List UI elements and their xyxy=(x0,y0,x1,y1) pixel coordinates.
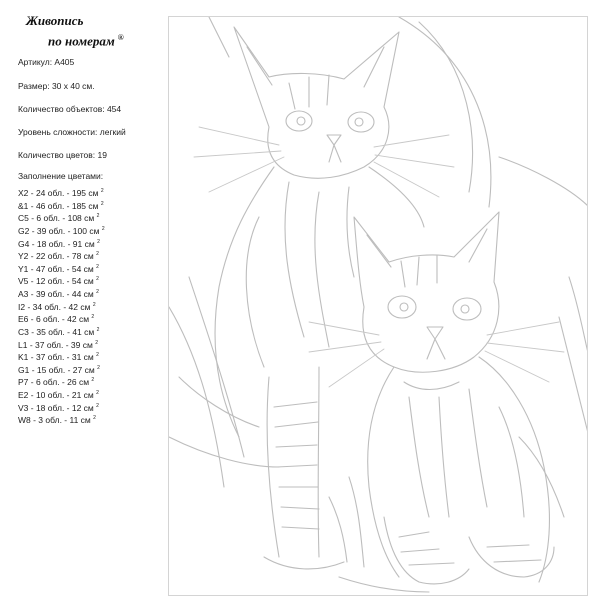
color-fill-text: P7 - 6 обл. - 26 см xyxy=(18,377,90,388)
color-fill-row xyxy=(18,388,105,401)
size-text: Размер: 30 х 40 см. xyxy=(18,81,95,91)
color-fill-row xyxy=(18,224,105,237)
color-fill-text: G2 - 39 обл. - 100 см xyxy=(18,225,100,236)
area-unit-superscript: 2 xyxy=(96,352,99,359)
color-fill-row xyxy=(18,186,105,199)
color-fill-row xyxy=(18,401,105,414)
color-fill-row xyxy=(18,262,105,275)
fill-title: Заполнение цветами: xyxy=(18,171,104,181)
color-fill-text: I2 - 34 обл. - 42 см xyxy=(18,301,91,312)
color-fill-text: A3 - 39 обл. - 44 см xyxy=(18,288,94,299)
area-unit-superscript: 2 xyxy=(97,364,100,371)
color-fill-text: G1 - 15 обл. - 27 см xyxy=(18,364,95,375)
info-panel xyxy=(0,0,168,600)
difficulty-text: Уровень сложности: легкий xyxy=(18,127,126,137)
color-fill-row xyxy=(18,249,105,262)
area-unit-superscript: 2 xyxy=(96,276,99,283)
color-fill-text: Y1 - 47 обл. - 54 см xyxy=(18,263,94,274)
color-fill-text: C5 - 6 обл. - 108 см xyxy=(18,213,95,224)
area-unit-superscript: 2 xyxy=(96,213,100,220)
area-unit-superscript: 2 xyxy=(91,377,95,384)
objects-count-text: Количество объектов: 454 xyxy=(18,104,122,114)
color-fill-text: W8 - 3 обл. - 11 см xyxy=(18,415,91,426)
color-fill-list xyxy=(18,186,105,426)
color-fill-row xyxy=(18,338,105,351)
area-unit-superscript: 2 xyxy=(93,415,96,422)
area-unit-superscript: 2 xyxy=(100,188,104,194)
brand-line-1: Живопись xyxy=(26,13,84,28)
color-fill-text: V5 - 12 обл. - 54 см xyxy=(18,276,94,287)
color-fill-row xyxy=(18,375,105,388)
area-unit-superscript: 2 xyxy=(96,390,99,396)
area-unit-superscript: 2 xyxy=(96,289,99,295)
color-fill-text: V3 - 18 обл. - 12 см xyxy=(18,402,94,413)
color-fill-text: K1 - 37 обл. - 31 см xyxy=(18,351,94,362)
area-unit-superscript: 2 xyxy=(91,314,95,321)
color-fill-text: E2 - 10 обл. - 21 см xyxy=(18,389,94,400)
color-fill-text: G4 - 18 обл. - 91 см xyxy=(18,238,95,249)
color-fill-text: Y2 - 22 обл. - 78 см xyxy=(18,250,94,261)
color-fill-text: &1 - 46 обл. - 185 см xyxy=(18,200,99,211)
cats-line-drawing xyxy=(169,17,588,596)
area-unit-superscript: 2 xyxy=(96,402,99,409)
brand-line-2: по номерам xyxy=(48,33,115,49)
color-fill-row xyxy=(18,413,105,426)
area-unit-superscript: 2 xyxy=(96,263,99,270)
color-fill-text: C3 - 35 обл. - 41 см xyxy=(18,326,95,337)
artwork-canvas xyxy=(168,16,588,596)
area-unit-superscript: 2 xyxy=(96,251,99,258)
area-unit-superscript: 2 xyxy=(92,301,96,308)
colors-count-text: Количество цветов: 19 xyxy=(18,150,107,160)
registered-mark: ® xyxy=(117,33,124,42)
brand-logo xyxy=(22,12,162,49)
color-fill-row xyxy=(18,325,105,338)
color-fill-row xyxy=(18,287,105,300)
area-unit-superscript: 2 xyxy=(96,326,100,333)
color-fill-text: L1 - 37 обл. - 39 см xyxy=(18,339,93,350)
color-fill-row xyxy=(18,199,105,212)
color-fill-row xyxy=(18,363,105,376)
article-text: Артикул: A405 xyxy=(18,57,75,67)
color-fill-row xyxy=(18,300,105,313)
area-unit-superscript: 2 xyxy=(100,200,104,207)
color-fill-row xyxy=(18,211,105,224)
area-unit-superscript: 2 xyxy=(97,238,100,245)
color-fill-text: E6 - 6 обл. - 42 см xyxy=(18,314,90,325)
color-fill-row xyxy=(18,312,105,325)
color-fill-row xyxy=(18,274,105,287)
area-unit-superscript: 2 xyxy=(95,339,98,346)
color-fill-row xyxy=(18,350,105,363)
color-fill-text: X2 - 24 обл. - 195 см xyxy=(18,187,99,198)
area-unit-superscript: 2 xyxy=(101,225,105,232)
color-fill-row xyxy=(18,237,105,250)
